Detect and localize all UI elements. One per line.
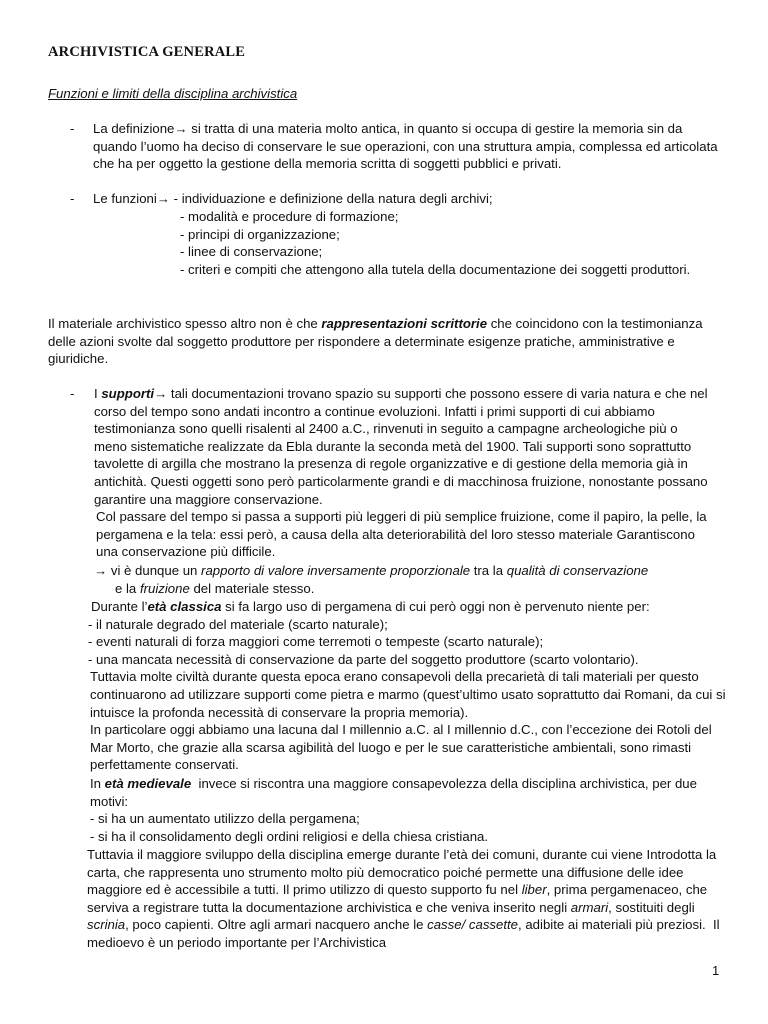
supporti-paragraph: [94, 385, 714, 508]
comuni-paragraph: [87, 846, 727, 952]
eta-medievale-lead: [90, 775, 730, 810]
emphasis-text: età medievale: [104, 776, 192, 791]
definizione-paragraph: La definizione→ si tratta di una materia molto antica, in quanto si occupa di gestire la memoria sin da quando l’uomo ha deciso di conservare le sue operazioni, con una struttura ampia, complessa ed articolata che ha per oggetto la gestione della memoria scritta di soggetti pubblici e privati.: [93, 121, 718, 172]
bullet-marker: -: [70, 386, 75, 401]
text-run: Durante l’: [91, 599, 148, 614]
text-run: I: [94, 386, 102, 401]
text-run: Tuttavia il maggiore sviluppo della disciplina emerge durante l’età dei comuni, durante cui viene Introdotta la carta, che rappresenta uno strumento molto più democratico poiché permette una diffusione delle idee maggiore ed è accessibile a tutti. Il primo utilizzo di questo supporto fu nel: [87, 847, 720, 898]
emphasis-text: supporti: [101, 386, 155, 401]
emphasis-text: fruizione: [139, 581, 190, 596]
list-item: - linee di conservazione;: [180, 244, 323, 260]
list-item: - criteri e compiti che attengono alla tutela della documentazione dei soggetti produttori.: [180, 261, 691, 277]
emphasis-text: età classica: [147, 599, 222, 614]
emphasis-text: scrinia: [87, 917, 126, 933]
text-run: , prima pergamenaceo, che serviva a registrare tutta la documentazione archivistica e che veniva inserito negli: [87, 882, 711, 915]
materiale-paragraph: [48, 315, 728, 368]
list-item: - una mancata necessità di conservazione da parte del soggetto produttore (scarto volontario).: [88, 651, 639, 667]
text-run: In: [90, 776, 105, 791]
emphasis-text: liber: [521, 882, 547, 898]
supporti-leggeri-paragraph: Col passare del tempo si passa a supporti più leggeri di più semplice fruizione, come il papiro, la pelle, la pergamena e la tela: essi però, a causa della alta deteriorabilità del loro stesso materiale Garantiscono una conservazione più difficile.: [96, 509, 707, 560]
text-run: , poco capienti. Oltre agli armari nacquero anche le: [125, 917, 428, 933]
text-run: che coincidono con la testimonianza delle azioni svolte dal soggetto produttore per rispondere a determinate esigenze pratiche, amministrative e giuridiche.: [48, 316, 703, 367]
list-item: - modalità e procedure di formazione;: [180, 209, 399, 224]
tuttavia-paragraph: Tuttavia molte civiltà durante questa epoca erano consapevoli della precarietà di tali materiali per questo continuarono ad utilizzare supporti come pietra e marmo (quest’ultimo usato soprattutto dai Romani, da cui si intuisce la profonda necessità di conservare la propria memoria).: [90, 669, 726, 720]
text-run: tra la: [470, 563, 507, 578]
funzioni-list: [180, 208, 720, 278]
text-run: , sostituiti degli: [608, 899, 699, 915]
page-number: 1: [712, 963, 720, 978]
text-run: invece si riscontra una maggiore consapevolezza della disciplina archivistica, per due motivi:: [90, 776, 701, 809]
text-run: si fa largo uso di pergamena di cui però oggi non è pervenuto niente per:: [221, 599, 650, 614]
emphasis-text: armari: [570, 899, 609, 915]
list-item: - eventi naturali di forza maggiori come terremoti o tempeste (scarto naturale);: [88, 634, 544, 650]
emphasis-text: rappresentazioni scrittorie: [321, 316, 488, 331]
emphasis-text: casse/ cassette: [427, 917, 519, 933]
list-item: - si ha il consolidamento degli ordini religiosi e della chiesa cristiana.: [90, 828, 489, 844]
document-title: ARCHIVISTICA GENERALE: [48, 44, 246, 60]
eta-classica-lead: [88, 598, 728, 616]
emphasis-text: rapporto di valore inversamente proporzionale: [201, 563, 471, 578]
lacuna-paragraph: In particolare oggi abbiamo una lacuna dal I millennio a.C. al I millennio d.C., con l’eccezione dei Rotoli del Mar Morto, che grazie alla scarsa agibilità del luogo e per le sue caratteristiche ambientali, sono rimasti perfettamente conservati.: [90, 722, 712, 773]
text-run: → tali documentazioni trovano spazio su supporti che possono essere di varia natura e che nel corso del tempo sono andati incontro a continue evoluzioni. Infatti i primi supporti di cui abbiamo testimonianza sono quelli risalenti al 2400 a.C., rinvenuti in seguito a campagne archeologiche più o meno sistematiche realizzate da Ebla durante la seconda metà del 1900. Tali supporti sono soprattutto tavolette di argilla che mostrano la presenza di regole organizzative e di gestione della memoria già in antichità. Questi oggetti sono però particolarmente grandi e di macchinosa fruizione, nonostante possano garantire una maggiore conservazione.: [94, 386, 708, 507]
emphasis-text: qualità di conservazione: [506, 563, 649, 578]
funzioni-lead: Le funzioni→ - individuazione e definizione della natura degli archivi;: [93, 191, 493, 206]
bullet-marker: -: [70, 121, 75, 136]
section-subtitle: Funzioni e limiti della disciplina archivistica: [48, 86, 298, 101]
bullet-marker: -: [70, 191, 75, 206]
text-run: , adibite ai materiali più preziosi. Il medioevo è un periodo importante per l’Archivistica: [87, 917, 724, 950]
text-run: e la: [115, 581, 140, 596]
rapporto-line-2: [115, 580, 314, 598]
rapporto-line: [94, 562, 648, 580]
eta-classica-section: [88, 598, 728, 774]
list-item: - principi di organizzazione;: [180, 226, 340, 242]
eta-medievale-section: [90, 775, 730, 845]
list-item: - si ha un aumentato utilizzo della pergamena;: [90, 811, 360, 827]
list-item: - il naturale degrado del materiale (scarto naturale);: [88, 616, 388, 632]
text-run: → vi è dunque un: [94, 563, 202, 578]
text-run: del materiale stesso.: [189, 581, 315, 596]
text-run: Il materiale archivistico spesso altro non è che: [48, 316, 322, 331]
